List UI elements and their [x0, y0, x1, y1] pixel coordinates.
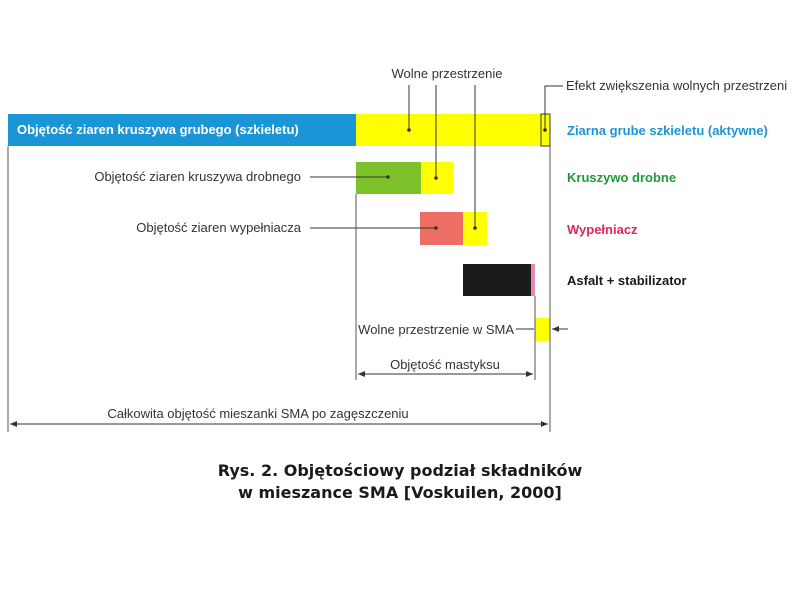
legend-fine: Kruszywo drobne	[567, 170, 677, 185]
fine-aggregate-label: Objętość ziaren kruszywa drobnego	[94, 169, 301, 184]
fine-aggregate-dot	[386, 175, 390, 179]
coarse-aggregate-label: Objętość ziaren kruszywa grubego (szkieletu)	[17, 122, 299, 137]
void-increase-label: Efekt zwiększenia wolnych przestrzeni	[566, 78, 788, 93]
stabilizer-bar	[531, 264, 535, 296]
voids-bar	[356, 114, 550, 146]
caption-line-2: w mieszance SMA [Voskuilen, 2000]	[238, 483, 562, 502]
figure-caption	[0, 460, 800, 504]
total-label: Całkowita objętość mieszanki SMA po zagęszczeniu	[107, 406, 409, 421]
filler-dot	[434, 226, 438, 230]
voids-dot-b	[434, 176, 438, 180]
caption-line-1: Rys. 2. Objętościowy podział składników	[217, 461, 583, 480]
asphalt-bar	[463, 264, 531, 296]
mastic-label: Objętość mastyksu	[390, 357, 500, 372]
legend-coarse: Ziarna grube szkieletu (aktywne)	[567, 123, 768, 138]
sma-voids-bar	[535, 318, 550, 341]
sma-voids-label: Wolne przestrzenie w SMA	[358, 322, 514, 337]
voids-dot-a	[407, 128, 411, 132]
void-increase-dot	[543, 128, 547, 132]
voids-label: Wolne przestrzenie	[391, 66, 503, 81]
filler-label: Objętość ziaren wypełniacza	[136, 220, 301, 235]
legend-asphalt: Asfalt + stabilizator	[567, 273, 687, 288]
voids-dot-c	[473, 226, 477, 230]
legend-filler: Wypełniacz	[567, 222, 638, 237]
